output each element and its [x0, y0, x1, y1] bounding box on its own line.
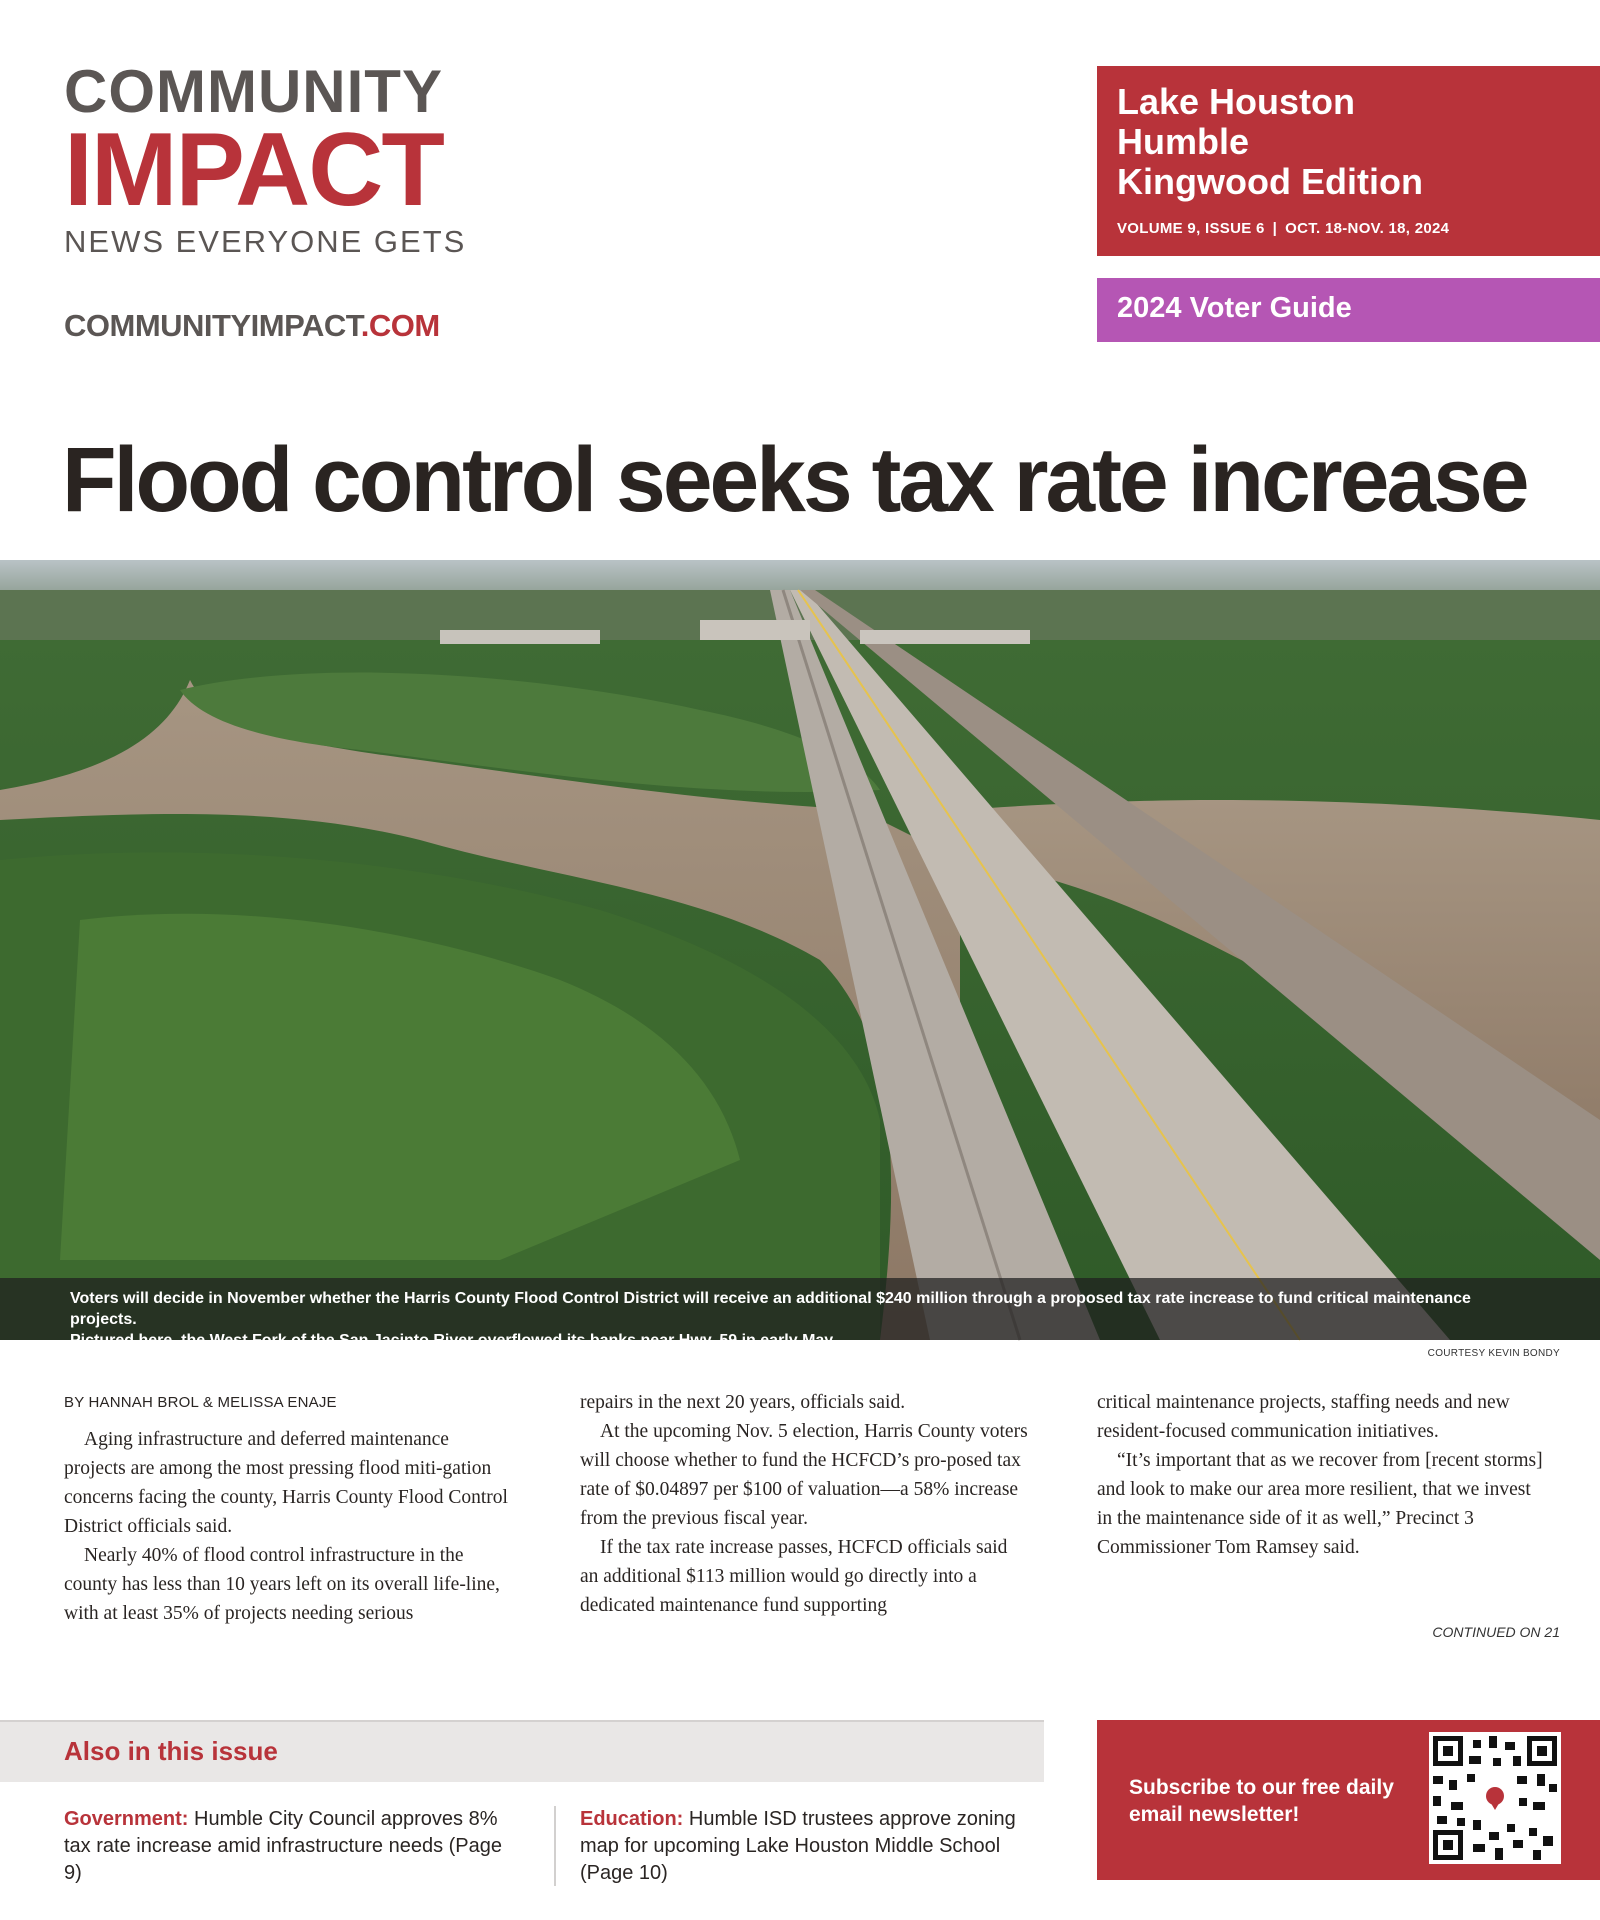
logo-wordmark-community: COMMUNITY [64, 58, 443, 125]
teaser-government[interactable] [64, 1806, 524, 1887]
website-name: COMMUNITYIMPACT [64, 308, 361, 343]
edition-line-1: Lake Houston [1117, 81, 1356, 122]
teaser-text: Humble City Council approves 8% tax rate increase amid infrastructure needs (Page 9) [64, 1808, 502, 1884]
edition-dates: OCT. 18-NOV. 18, 2024 [1285, 220, 1450, 237]
article-column-2 [580, 1388, 1030, 1620]
caption-line-1: Voters will decide in November whether the Harris County Flood Control District will receive an additional $240 million through a proposed tax rate increase to fund critical maintenance projects. [70, 1290, 1471, 1328]
qr-code-graphic [1433, 1736, 1557, 1860]
teaser-kicker: Education: [580, 1808, 684, 1830]
article-column-3 [1097, 1388, 1547, 1562]
photo-illustration [0, 560, 1600, 1340]
photo-caption [0, 1278, 1600, 1349]
article-paragraph: critical maintenance projects, staffing needs and new resident-focused communication initiatives. [1097, 1392, 1510, 1442]
qr-code-icon[interactable] [1429, 1732, 1561, 1864]
edition-meta [1117, 220, 1580, 237]
website-link[interactable] [64, 308, 440, 344]
community-impact-logo[interactable] [64, 60, 494, 260]
website-tld: .COM [360, 308, 440, 343]
edition-line-3: Kingwood Edition [1117, 161, 1423, 202]
subscribe-text: Subscribe to our free daily email newsletter! [1129, 1776, 1394, 1826]
edition-separator: | [1272, 220, 1278, 237]
subscribe-box[interactable] [1097, 1720, 1600, 1880]
photo-credit: COURTESY KEVIN BONDY [1427, 1348, 1560, 1359]
aerial-flood-photo [0, 560, 1600, 1349]
also-in-this-issue-title: Also in this issue [64, 1736, 278, 1766]
article-paragraph: repairs in the next 20 years, officials said. [580, 1392, 906, 1413]
teaser-kicker: Government: [64, 1808, 189, 1830]
byline: BY HANNAH BROL & MELISSA ENAJE [64, 1394, 337, 1411]
article-paragraph: Nearly 40% of flood control infrastructure in the county has less than 10 years left on its overall life-line, with at least 35% of projects needing serious [64, 1545, 500, 1624]
edition-volume: VOLUME 9, ISSUE 6 [1117, 220, 1265, 237]
article-paragraph: If the tax rate increase passes, HCFCD officials said an additional $113 million would go directly into a dedicated maintenance fund supporting [580, 1537, 1008, 1616]
logo-tagline: NEWS EVERYONE GETS [64, 224, 467, 259]
article-column-1 [64, 1388, 514, 1628]
also-in-this-issue-bar [0, 1720, 1044, 1782]
article-paragraph: Aging infrastructure and deferred maintenance projects are among the most pressing flood miti-gation concerns facing the county, Harris County Flood Control District officials said. [64, 1429, 508, 1537]
page-headline: Flood control seeks tax rate increase [62, 429, 1527, 531]
logo-wordmark-impact: IMPACT [64, 112, 443, 228]
edition-line-2: Humble [1117, 121, 1250, 162]
caption-line-2: Pictured here, the West Fork of the San Jacinto River overflowed its banks near Hwy. 59 in early May. [70, 1332, 837, 1349]
article-paragraph: “It’s important that as we recover from [recent storms] and look to make our area more resilient, that we invest in the maintenance side of it as well,” Precinct 3 Commissioner Tom Ramsey said. [1097, 1450, 1543, 1558]
teaser-education[interactable] [580, 1806, 1040, 1887]
edition-box [1097, 66, 1600, 256]
teaser-divider [554, 1806, 556, 1886]
continued-link[interactable]: CONTINUED ON 21 [1432, 1624, 1560, 1640]
voter-guide-banner[interactable]: 2024 Voter Guide [1097, 278, 1600, 342]
teaser-text: Humble ISD trustees approve zoning map for upcoming Lake Houston Middle School (Page 10) [580, 1808, 1016, 1884]
article-paragraph: At the upcoming Nov. 5 election, Harris County voters will choose whether to fund the HCFCD’s pro-posed tax rate of $0.04897 per $100 of valuation—a 58% increase from the previous fiscal year. [580, 1421, 1028, 1529]
